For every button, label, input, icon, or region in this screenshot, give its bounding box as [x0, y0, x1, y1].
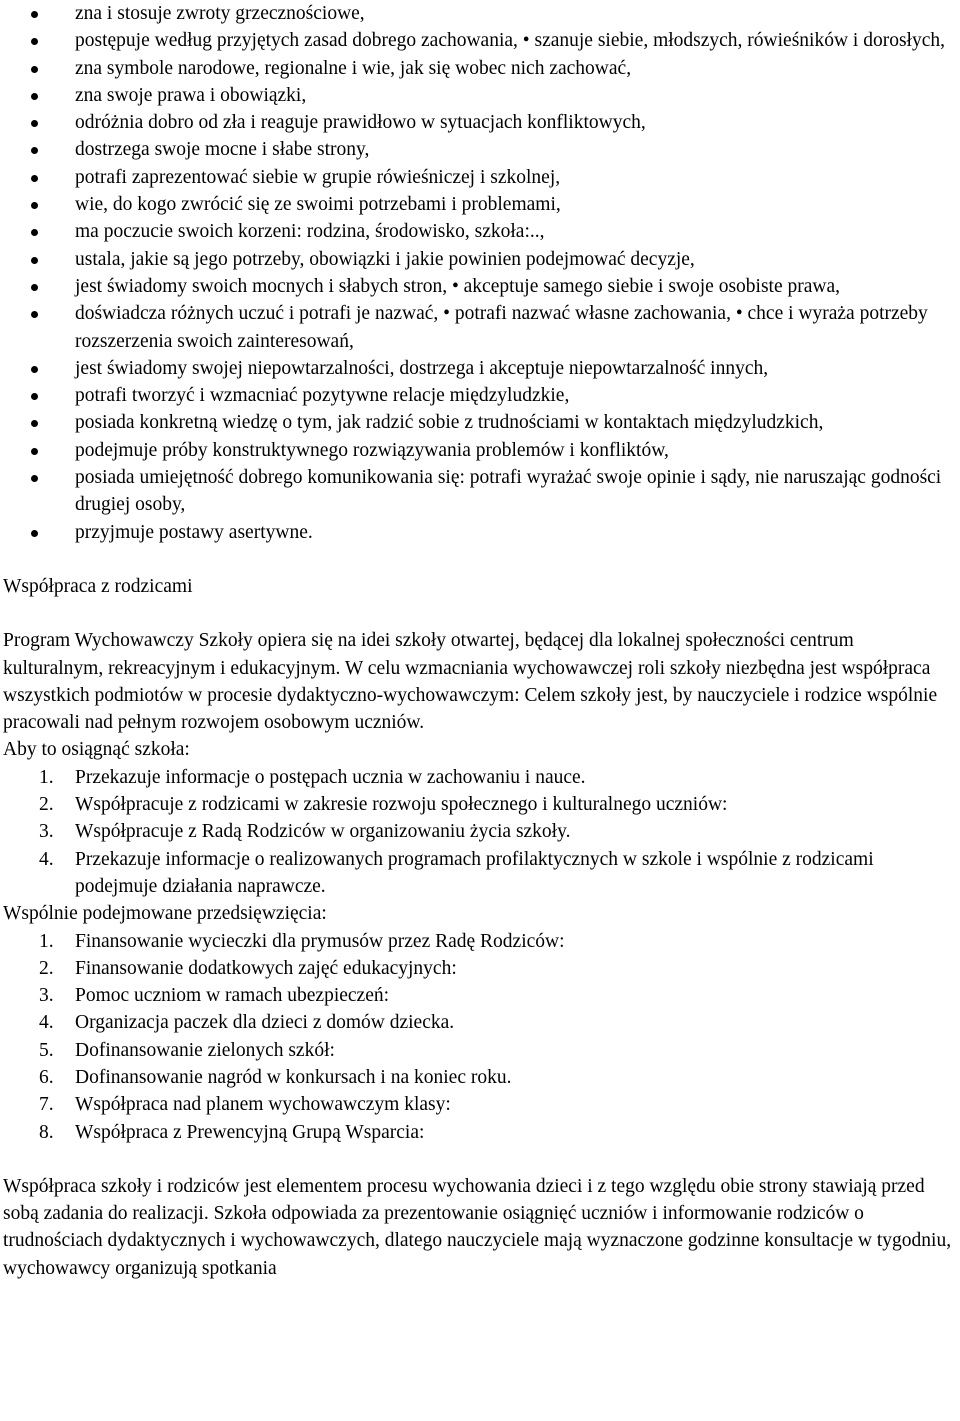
bullet-dot-icon [31, 120, 38, 127]
list-item: 7. Współpraca nad planem wychowawczym klasy: [39, 1094, 451, 1116]
bullet-item: ustala, jakie są jego potrzeby, obowiązki i jakie powinien podejmować decyzje, [3, 246, 957, 273]
bullet-item: jest świadomy swojej niepowtarzalności, dostrzega i akceptuje niepowtarzalność innych, [3, 355, 957, 382]
closing-paragraph: Współpraca szkoły i rodziców jest elementem procesu wychowania dzieci i z tego względu obie strony stawiają przed sobą zadania do realizacji. Szkoła odpowiada za prezentowanie osiągnięć uczniów i informowanie rodziców o trudnościach dydaktycznych i wychowawczych, dlatego nauczyciele mają wyznaczone godzinne konsultacje w tygodniu, wychowawcy organizują spotkania [3, 1175, 952, 1279]
bullet-dot-icon [31, 530, 38, 537]
list-item: 8. Współpraca z Prewencyjną Grupą Wsparcia: [39, 1121, 425, 1143]
school-goals-list [3, 764, 957, 900]
bullet-dot-icon [31, 311, 38, 318]
bullet-item: posiada umiejętność dobrego komunikowania się: potrafi wyrażać swoje opinie i sądy, nie naruszając godności drugiej osoby, [3, 464, 957, 519]
list-item: 4. Organizacja paczek dla dzieci z domów dziecka. [39, 1012, 455, 1034]
list-item: 2. Finansowanie dodatkowych zajęć edukacyjnych: [39, 957, 457, 979]
bullet-dot-icon [31, 229, 38, 236]
bullet-dot-icon [31, 66, 38, 73]
bullet-item: odróżnia dobro od zła i reaguje prawidłowo w sytuacjach konfliktowych, [3, 109, 957, 136]
bullet-item: zna swoje prawa i obowiązki, [3, 82, 957, 109]
bullet-item: zna i stosuje zwroty grzecznościowe, [3, 0, 957, 27]
bullet-dot-icon [31, 475, 38, 482]
joint-initiatives-list [3, 928, 957, 1146]
list-item: 5. Dofinansowanie zielonych szkół: [39, 1039, 335, 1061]
list-item: 1. Finansowanie wycieczki dla prymusów przez Radę Rodziców: [39, 930, 565, 952]
bullet-item: potrafi tworzyć i wzmacniać pozytywne relacje międzyludzkie, [3, 382, 957, 409]
list-item: 3. Pomoc uczniom w ramach ubezpieczeń: [39, 985, 390, 1007]
bullet-dot-icon [31, 11, 38, 18]
bullet-dot-icon [31, 393, 38, 400]
competency-bullet-list [3, 0, 957, 546]
list-item: 4. Przekazuje informacje o realizowanych programach profilaktycznych w szkole i wspólnie z rodzicami podejmuje działania naprawcze. [39, 848, 874, 897]
bullet-item: doświadcza różnych uczuć i potrafi je nazwać, • potrafi nazwać własne zachowania, • chce i wyraża potrzeby rozszerzenia swoich zainteresowań, [3, 300, 957, 355]
bullet-dot-icon [31, 420, 38, 427]
bullet-item: jest świadomy swoich mocnych i słabych stron, • akceptuje samego siebie i swoje osobiste prawa, [3, 273, 957, 300]
bullet-item: dostrzega swoje mocne i słabe strony, [3, 136, 957, 163]
bullet-item: postępuje według przyjętych zasad dobrego zachowania, • szanuje siebie, młodszych, rówieśników i dorosłych, [3, 27, 957, 54]
bullet-dot-icon [31, 284, 38, 291]
list-item: 2. Współpracuje z rodzicami w zakresie rozwoju społecznego i kulturalnego uczniów: [39, 794, 728, 816]
bullet-dot-icon [31, 202, 38, 209]
bullet-item: potrafi zaprezentować siebie w grupie rówieśniczej i szkolnej, [3, 164, 957, 191]
bullet-dot-icon [31, 93, 38, 100]
bullet-dot-icon [31, 448, 38, 455]
bullet-item: przyjmuje postawy asertywne. [3, 519, 957, 546]
list-item: 1. Przekazuje informacje o postępach ucznia w zachowaniu i nauce. [39, 766, 586, 788]
bullet-dot-icon [31, 147, 38, 154]
bullet-dot-icon [31, 366, 38, 373]
joint-initiatives-heading: Wspólnie podejmowane przedsięwzięcia: [3, 903, 327, 925]
bullet-item: posiada konkretną wiedzę o tym, jak radzić sobie z trudnościami w kontaktach międzyludzkich, [3, 409, 957, 436]
bullet-dot-icon [31, 175, 38, 182]
bullet-item: zna symbole narodowe, regionalne i wie, jak się wobec nich zachować, [3, 55, 957, 82]
section-heading: Współpraca z rodzicami [3, 575, 193, 597]
school-goals-heading: Aby to osiągnąć szkoła: [3, 739, 190, 761]
bullet-item: wie, do kogo zwrócić się ze swoimi potrzebami i problemami, [3, 191, 957, 218]
intro-paragraph: Program Wychowawczy Szkoły opiera się na idei szkoły otwartej, będącej dla lokalnej społeczności centrum kulturalnym, rekreacyjnym i edukacyjnym. W celu wzmacniania wychowawczej roli szkoły niezbędna jest współpraca wszystkich podmiotów w procesie dydaktyczno-wychowawczym: Celem szkoły jest, by nauczyciele i rodzice wspólnie pracowali nad pełnym rozwojem osobowym uczniów. [3, 630, 938, 734]
bullet-item: podejmuje próby konstruktywnego rozwiązywania problemów i konfliktów, [3, 437, 957, 464]
bullet-dot-icon [31, 257, 38, 264]
bullet-dot-icon [31, 38, 38, 45]
list-item: 6. Dofinansowanie nagród w konkursach i na koniec roku. [39, 1066, 512, 1088]
list-item: 3. Współpracuje z Radą Rodziców w organizowaniu życia szkoły. [39, 821, 571, 843]
bullet-item: ma poczucie swoich korzeni: rodzina, środowisko, szkoła:.., [3, 218, 957, 245]
